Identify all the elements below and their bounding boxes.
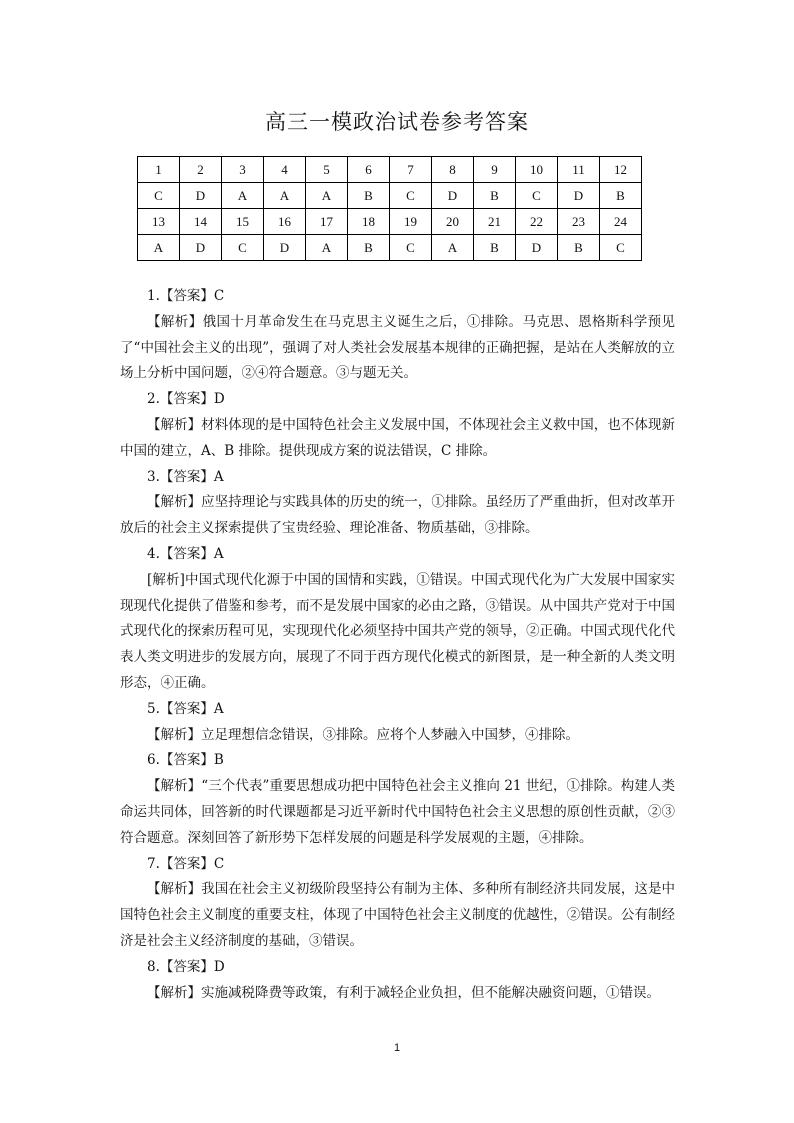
- answer-row: [138, 183, 642, 209]
- answer-cell: B: [474, 183, 516, 209]
- answer-cell: C: [138, 183, 180, 209]
- question-number-cell: 16: [264, 209, 306, 235]
- question-number-cell: 24: [600, 209, 642, 235]
- question-number-row: [138, 157, 642, 183]
- answer-cell: A: [306, 235, 348, 261]
- answer-line: 6.【答案】B: [147, 752, 224, 769]
- question-number-cell: 10: [516, 157, 558, 183]
- explanation-paragraph: 【解析】立足理想信念错误，③排除。应将个人梦融入中国梦，④排除。: [147, 726, 579, 743]
- question-number-cell: 8: [432, 157, 474, 183]
- answer-cell: C: [222, 235, 264, 261]
- question-number-cell: 22: [516, 209, 558, 235]
- question-number-cell: 21: [474, 209, 516, 235]
- answer-cell: B: [348, 235, 390, 261]
- question-number-cell: 1: [138, 157, 180, 183]
- answer-cell: D: [432, 183, 474, 209]
- question-number-cell: 5: [306, 157, 348, 183]
- question-number-cell: 19: [390, 209, 432, 235]
- page-number: 1: [393, 1042, 401, 1054]
- answer-cell: A: [264, 183, 306, 209]
- page-title: 高三一模政治试卷参考答案: [265, 110, 529, 134]
- answer-cell: C: [390, 235, 432, 261]
- answer-line: 7.【答案】C: [147, 855, 225, 872]
- answer-line: 8.【答案】D: [147, 958, 225, 975]
- question-number-cell: 2: [180, 157, 222, 183]
- question-number-cell: 6: [348, 157, 390, 183]
- question-number-cell: 20: [432, 209, 474, 235]
- answer-cell: D: [558, 183, 600, 209]
- answer-line: 1.【答案】C: [147, 288, 225, 304]
- answer-line: 3.【答案】A: [147, 468, 224, 485]
- question-number-cell: 23: [558, 209, 600, 235]
- explanation-paragraph: 【解析】实施减税降费等政策，有利于减轻企业负担，但不能解决融资问题，①错误。: [147, 984, 660, 1001]
- answer-cell: B: [474, 235, 516, 261]
- answer-cell: B: [348, 183, 390, 209]
- answer-cell: D: [264, 235, 306, 261]
- answer-cell: A: [222, 183, 264, 209]
- question-number-cell: 18: [348, 209, 390, 235]
- answer-cell: A: [138, 235, 180, 261]
- answer-cell: D: [180, 235, 222, 261]
- question-number-cell: 14: [180, 209, 222, 235]
- explanation-paragraph: [解析]中国式现代化源于中国的国情和实践，①错误。中国式现代化为广大发展中国家实现现代化提供了借鉴和参考，而不是发展中国家的必由之路，③错误。从中国共产党对于中国式现代化的探索历程可见，实现现代化必须坚持中国共产党的领导，②正确。中国式现代化代表人类文明进步的发展方向，展现了不同于西方现代化模式的新图景，是一种全新的人类文明形态，④正确。: [120, 571, 675, 691]
- answer-cell: B: [600, 183, 642, 209]
- answer-cell: D: [180, 183, 222, 209]
- explanation-paragraph: 【解析】俄国十月革命发生在马克思主义诞生之后，①排除。马克思、恩格斯科学预见了“中国社会主义的出现”，强调了对人类社会发展基本规律的正确把握，是站在人类解放的立场上分析中国问题，②④符合题意。③与题无关。: [120, 313, 675, 382]
- question-number-cell: 17: [306, 209, 348, 235]
- question-number-cell: 4: [264, 157, 306, 183]
- explanation-paragraph: 【解析】应坚持理论与实践具体的历史的统一，①排除。虽经历了严重曲折，但对改革开放后的社会主义探索提供了宝贵经验、理论准备、物质基础，③排除。: [120, 494, 675, 537]
- answer-cell: A: [432, 235, 474, 261]
- answer-cell: C: [390, 183, 432, 209]
- question-number-cell: 3: [222, 157, 264, 183]
- explanation-paragraph: 【解析】我国在社会主义初级阶段坚持公有制为主体、多种所有制经济共同发展，这是中国特色社会主义制度的重要支柱，体现了中国特色社会主义制度的优越性，②错误。公有制经济是社会主义经济制度的基础，③错误。: [120, 881, 675, 949]
- question-number-cell: 13: [138, 209, 180, 235]
- question-number-cell: 12: [600, 157, 642, 183]
- answer-cell: D: [516, 235, 558, 261]
- question-number-cell: 15: [222, 209, 264, 235]
- question-number-row: [138, 209, 642, 235]
- answer-cell: C: [516, 183, 558, 209]
- answer-cell: B: [558, 235, 600, 261]
- answer-line: 4.【答案】A: [147, 545, 224, 562]
- answer-cell: C: [600, 235, 642, 261]
- answer-table: [137, 156, 642, 261]
- question-number-cell: 9: [474, 157, 516, 183]
- explanation-paragraph: 【解析】“三个代表”重要思想成功把中国特色社会主义推向 21 世纪，①排除。构建人类命运共同体，回答新的时代课题都是习近平新时代中国特色社会主义思想的原创性贡献，②③符合题意。深刻回答了新形势下怎样发展的问题是科学发展观的主题，④排除。: [120, 778, 675, 846]
- answer-line: 5.【答案】A: [147, 700, 224, 717]
- question-number-cell: 11: [558, 157, 600, 183]
- answer-cell: A: [306, 183, 348, 209]
- answer-line: 2.【答案】D: [147, 391, 225, 408]
- answer-row: [138, 235, 642, 261]
- answer-explanations: [120, 284, 675, 1006]
- explanation-paragraph: 【解析】材料体现的是中国特色社会主义发展中国，不体现社会主义救中国，也不体现新中国的建立，A、B 排除。提供现成方案的说法错误，C 排除。: [120, 416, 675, 459]
- question-number-cell: 7: [390, 157, 432, 183]
